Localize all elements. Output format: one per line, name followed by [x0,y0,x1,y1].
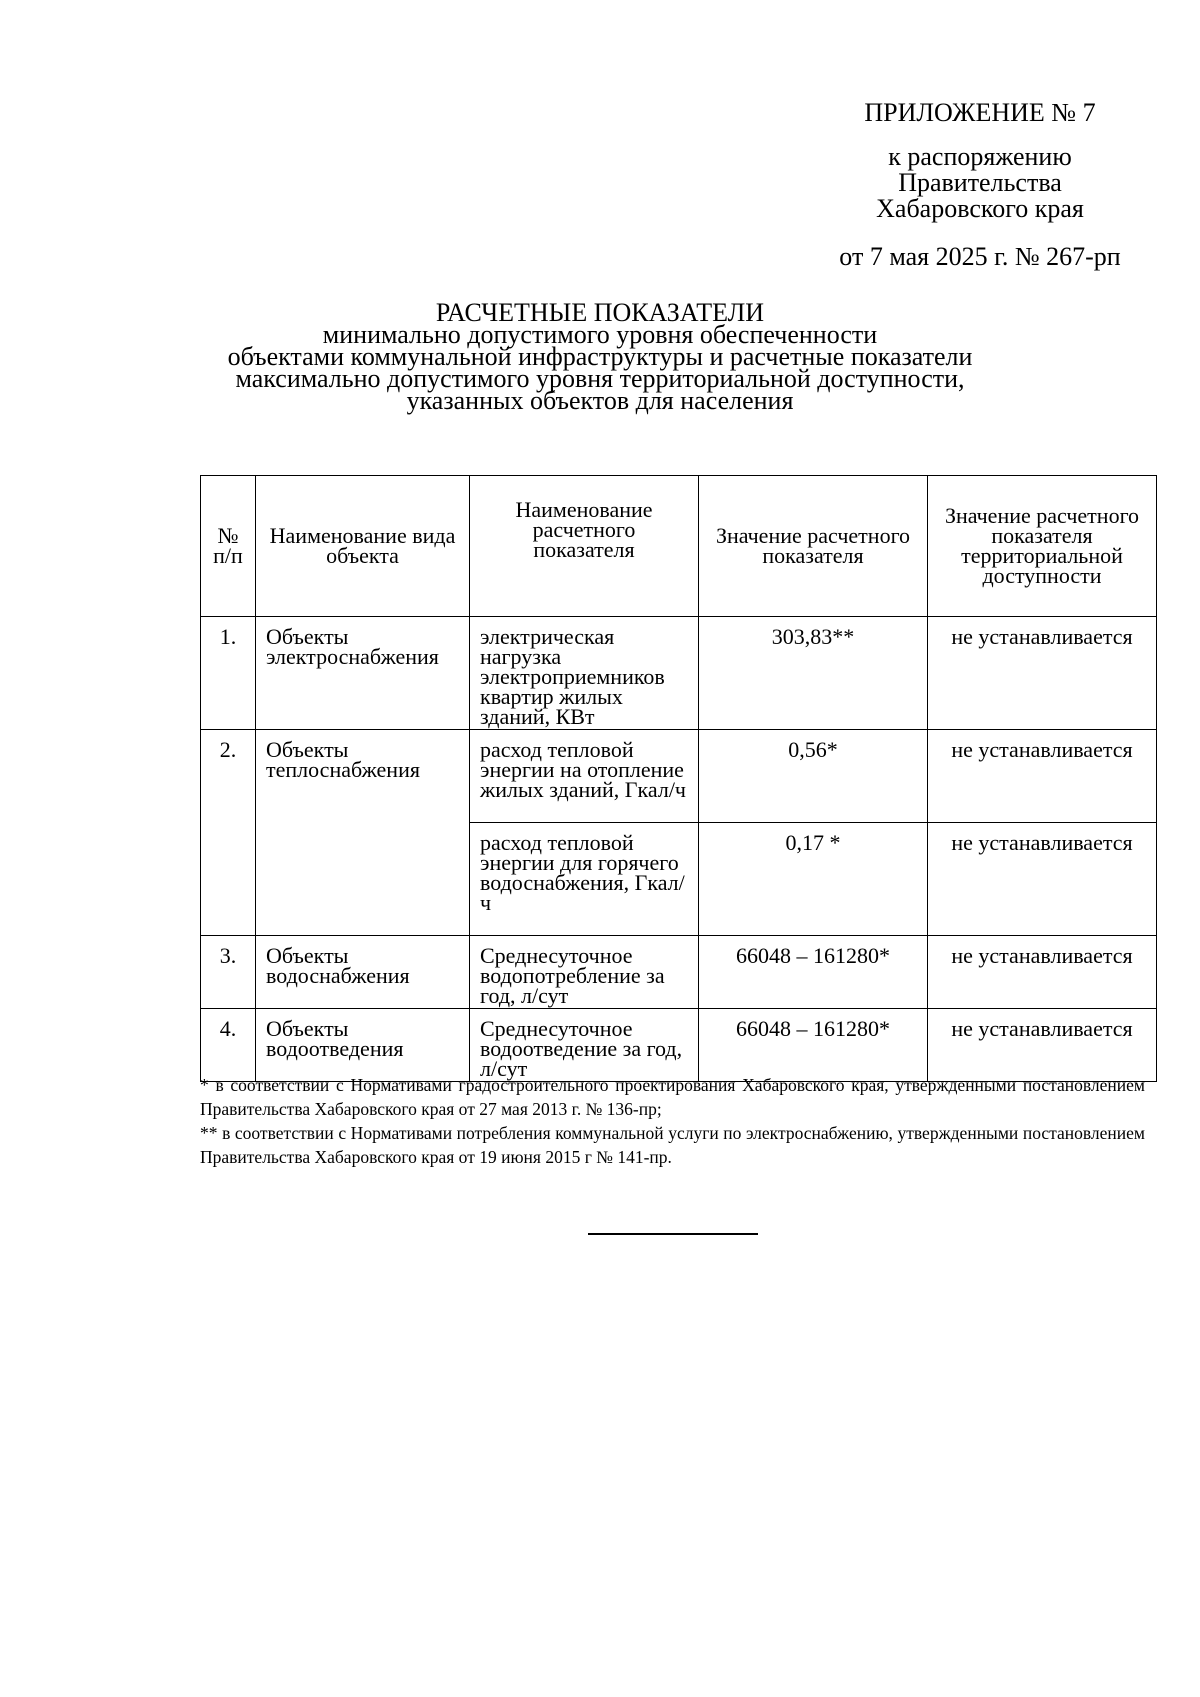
footnote: * в соответствии с Нормативами градостроительного проектирования Хабаровского края, утвержденными постановлением Правительства Хабаровского края от 27 мая 2013 г. № 136-пр; [200,1075,1145,1119]
cell-value: 303,83** [699,617,928,730]
cell-num: 1. [201,617,256,730]
table-row [201,730,1157,823]
footnote: ** в соответствии с Нормативами потребления коммунальной услуги по электроснабжению, утвержденными постановлением Правительства Хабаровского края от 19 июня 2015 г № 141-пр. [200,1123,1145,1167]
header-num: № п/п [201,476,256,617]
table-row [201,617,1157,730]
cell-indicator: Среднесуточное водопотребление за год, л/сут [470,936,699,1009]
appendix-header [800,100,1160,270]
title-line: объектами коммунальной инфраструктуры и расчетные показатели [227,342,973,371]
header-object: Наименование вида объекта [256,476,470,617]
title-line: максимально допустимого уровня территориальной доступности, [235,364,965,393]
cell-access: не устанавливается [928,730,1157,823]
cell-value: 0,56* [699,730,928,823]
end-rule [588,1233,758,1235]
appendix-date: от 7 мая 2025 г. № 267-рп [839,242,1121,271]
cell-access: не устанавливается [928,617,1157,730]
cell-object: Объекты теплоснабжения [256,730,470,936]
appendix-line: Хабаровского края [876,194,1084,223]
cell-num: 3. [201,936,256,1009]
title-main: РАСЧЕТНЫЕ ПОКАЗАТЕЛИ [435,298,765,327]
cell-num: 2. [201,730,256,936]
appendix-heading: ПРИЛОЖЕНИЕ № 7 [864,98,1096,127]
footnotes [200,1073,1145,1169]
cell-indicator: Среднесуточное водоотведение за год, л/сут [470,1009,699,1082]
cell-value: 66048 – 161280* [699,936,928,1009]
document-title [160,298,1040,415]
cell-access: не устанавливается [928,823,1157,936]
appendix-line: Правительства [898,168,1062,197]
title-line: указанных объектов для населения [406,386,794,415]
cell-indicator: расход тепловой энергии для горячего водоснабжения, Гкал/ч [470,823,699,936]
cell-num: 4. [201,1009,256,1082]
cell-object: Объекты водоснабжения [256,936,470,1009]
title-line: минимально допустимого уровня обеспеченности [322,320,878,349]
cell-access: не устанавливается [928,936,1157,1009]
cell-value: 0,17 * [699,823,928,936]
table-row [201,936,1157,1009]
header-value: Значение расчетного показателя [699,476,928,617]
cell-access: не устанавливается [928,1009,1157,1082]
cell-indicator: расход тепловой энергии на отопление жилых зданий, Гкал/ч [470,730,699,823]
cell-object: Объекты водоотведения [256,1009,470,1082]
header-indicator: Наименование расчетного показателя [470,476,699,617]
header-access: Значение расчетного показателя территориальной доступности [928,476,1157,617]
table-row [201,1009,1157,1082]
table-header-row [201,476,1157,617]
cell-object: Объекты электроснабжения [256,617,470,730]
appendix-line: к распоряжению [888,142,1072,171]
cell-value: 66048 – 161280* [699,1009,928,1082]
indicators-table [200,475,1157,1082]
cell-indicator: электрическая нагрузка электроприемников квартир жилых зданий, КВт [470,617,699,730]
